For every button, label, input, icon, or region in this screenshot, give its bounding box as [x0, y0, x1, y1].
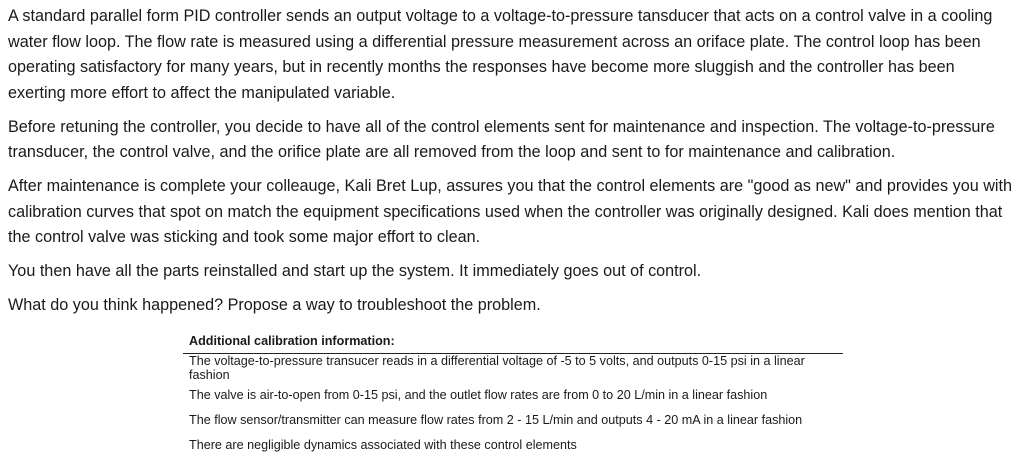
calibration-header: Additional calibration information: — [183, 327, 843, 354]
calibration-row-flow-sensor: The flow sensor/transmitter can measure flow rates from 2 - 15 L/min and outputs 4 - 20 mA in a linear fashion — [189, 412, 803, 427]
calibration-table — [183, 327, 843, 457]
calibration-header-row — [183, 327, 843, 354]
paragraph-calibration-report: After maintenance is complete your colleauge, Kali Bret Lup, assures you that the control elements are "good as new" and provides you with calibration curves that spot on match the equipment specifications used when the controller was originally designed. Kali does mention that the control valve was sticking and took some major effort to clean. — [8, 177, 1012, 246]
paragraph-controller-description: A standard parallel form PID controller sends an output voltage to a voltage-to-pressure tansducer that acts on a control valve in a cooling water flow loop. The flow rate is measured using a differential pressure measurement across an oriface plate. The control loop has been operating satisfactory for many years, but in recently months the responses have become more sluggish and the controller has been exerting more effort to affect the manipulated variable. — [8, 7, 993, 102]
paragraph-maintenance: Before retuning the controller, you decide to have all of the control elements sent for maintenance and inspection. The voltage-to-pressure transducer, the control valve, and the orifice plate are all removed from the loop and sent to for maintenance and calibration. — [8, 117, 995, 161]
calibration-row-transducer: The voltage-to-pressure transucer reads in a differential voltage of -5 to 5 volts, and outputs 0-15 psi in a linear fashion — [189, 354, 805, 382]
table-row — [183, 382, 843, 407]
table-row — [183, 354, 843, 383]
calibration-row-valve: The valve is air-to-open from 0-15 psi, and the outlet flow rates are from 0 to 20 L/min in a linear fashion — [189, 387, 768, 402]
table-row — [183, 432, 843, 457]
paragraph-question: What do you think happened? Propose a way to troubleshoot the problem. — [8, 296, 541, 314]
calibration-row-dynamics: There are negligible dynamics associated with these control elements — [189, 437, 577, 452]
paragraph-startup: You then have all the parts reinstalled and start up the system. It immediately goes out of control. — [8, 262, 702, 280]
table-row — [183, 407, 843, 432]
